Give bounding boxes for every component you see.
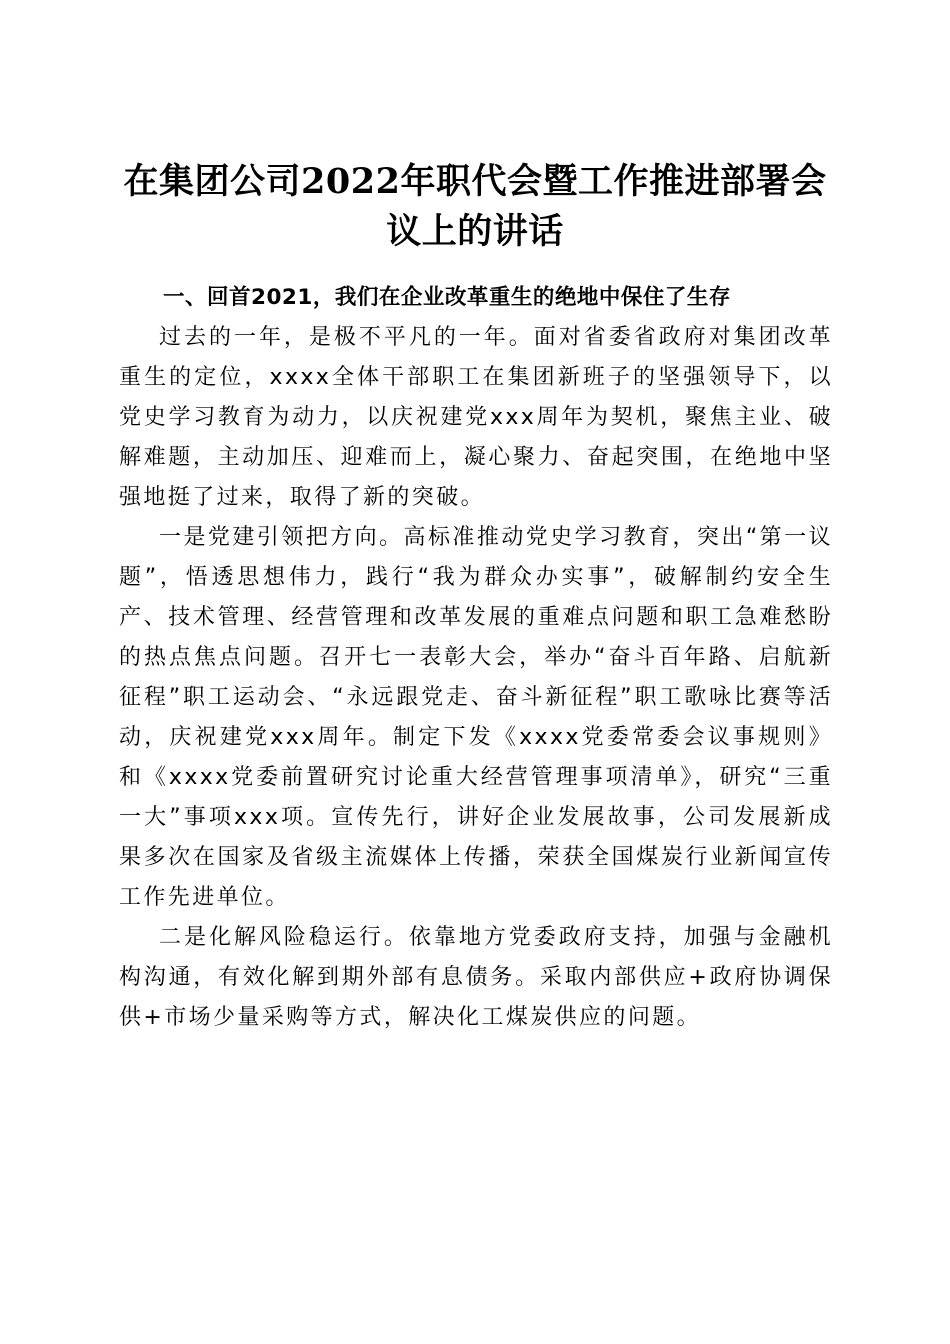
- paragraph-lead: 二是化解风险稳运行。: [159, 925, 409, 950]
- paragraph-body: 高标准推动党史学习教育，突出“第一议题”，悟透思想伟力，践行“我为群众办实事”，破解制约安全生产、技术管理、经营管理和改革发展的重难点问题和职工急难愁盼的热点焦点问题。召开七一表彰大会，举办“奋斗百年路、启航新征程”职工运动会、“永远跟党走、奋斗新征程”职工歌咏比赛等活动，庆祝建党xxx周年。制定下发《xxxx党委常委会议事规则》和《xxxx党委前置研究讨论重大经营管理事项清单》，研究“三重一大”事项xxx项。宣传先行，讲好企业发展故事，公司发展新成果多次在国家及省级主流媒体上传播，荣获全国煤炭行业新闻宣传工作先进单位。: [119, 525, 833, 910]
- paragraph-body: 依靠地方党委政府支持，加强与金融机构沟通，有效化解到期外部有息债务。采取内部供应+政府协调保供+市场少量采购等方式，解决化工煤炭供应的问题。: [119, 925, 833, 1030]
- paragraph-party-building: [119, 518, 833, 918]
- document-title: [110, 157, 840, 257]
- paragraph-risk-resolution: [119, 918, 833, 1038]
- section-heading: 一、回首2021，我们在企业改革重生的绝地中保住了生存: [163, 285, 731, 310]
- paragraph-intro: 过去的一年，是极不平凡的一年。面对省委省政府对集团改革重生的定位，xxxx全体干部职工在集团新班子的坚强领导下，以党史学习教育为动力，以庆祝建党xxx周年为契机，聚焦主业、破解难题，主动加压、迎难而上，凝心聚力、奋起突围，在绝地中坚强地挺了过来，取得了新的突破。: [119, 325, 833, 510]
- document-body: [119, 278, 833, 1038]
- title-line-2: 议上的讲话: [386, 211, 564, 253]
- title-line-1: 在集团公司2022年职代会暨工作推进部署会: [123, 161, 827, 203]
- paragraph-lead: 一是党建引领把方向。: [159, 525, 404, 550]
